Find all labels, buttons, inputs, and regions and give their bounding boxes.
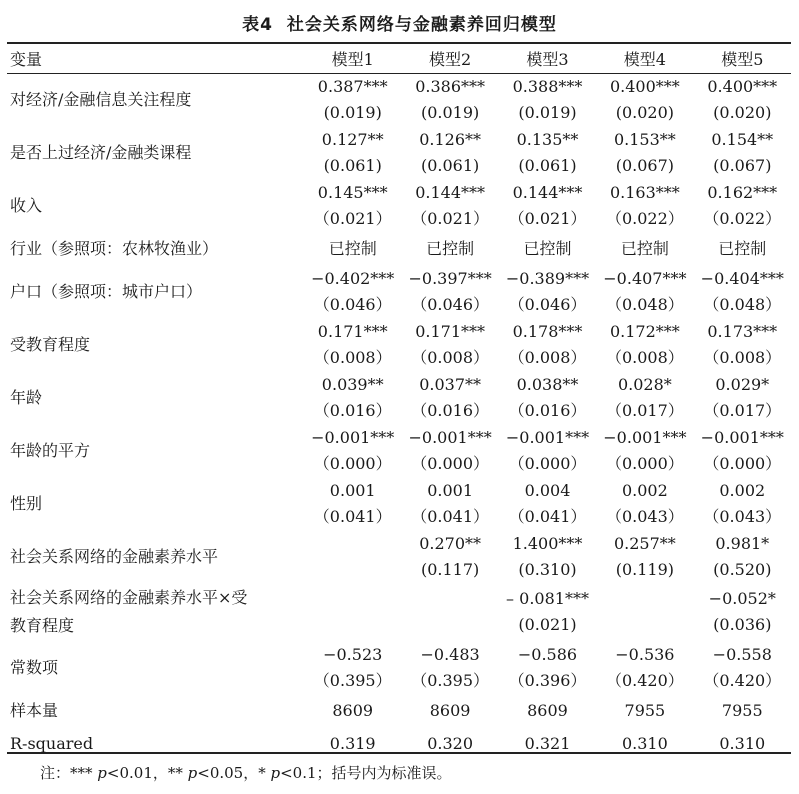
coefficient: 0.981* xyxy=(715,533,770,553)
cell-model-5 xyxy=(694,232,791,265)
coefficient xyxy=(401,586,498,612)
standard-error: （0.008） xyxy=(508,347,587,367)
coefficient: −0.483 xyxy=(420,644,480,664)
cell-model-4 xyxy=(596,232,693,265)
cell-model-4 xyxy=(596,318,693,371)
standard-error: (0.020) xyxy=(713,102,772,122)
coefficient: −0.397*** xyxy=(408,268,492,288)
table-row xyxy=(7,694,791,727)
coefficient: 0.270** xyxy=(419,533,481,553)
cell-model-1 xyxy=(304,371,401,424)
coefficient: −0.404*** xyxy=(700,268,784,288)
table-title xyxy=(0,10,799,35)
coefficient: −0.402*** xyxy=(311,268,395,288)
standard-error xyxy=(401,612,498,638)
coefficient: −0.001*** xyxy=(505,427,590,447)
cell-model-1 xyxy=(304,641,401,694)
standard-error: （0.021） xyxy=(508,208,587,228)
table-row xyxy=(7,477,791,530)
row-label: R-squared xyxy=(10,733,94,753)
cell-model-1 xyxy=(304,265,401,318)
row-label: 性别 xyxy=(10,493,43,513)
standard-error: （0.420） xyxy=(703,670,782,690)
coefficient: 0.153** xyxy=(613,129,676,149)
row-label: 样本量 xyxy=(10,700,59,720)
table-number: 表4 xyxy=(242,15,273,35)
coefficient: 0.028* xyxy=(617,374,672,394)
coefficient: 0.310 xyxy=(621,733,668,753)
standard-error: (0.061) xyxy=(518,155,577,175)
cell-model-1 xyxy=(304,727,401,760)
table-row xyxy=(7,583,791,641)
standard-error: (0.310) xyxy=(518,559,577,579)
cell-model-3 xyxy=(499,232,596,265)
cell-model-5 xyxy=(694,583,791,641)
coefficient: −0.407*** xyxy=(603,268,687,288)
table-note xyxy=(40,762,452,783)
standard-error: (0.117) xyxy=(420,559,480,579)
coefficient: 0.386*** xyxy=(415,76,485,96)
row-label: 常数项 xyxy=(10,657,59,677)
standard-error: （0.048） xyxy=(703,294,782,314)
standard-error: （0.046） xyxy=(508,294,587,314)
table-row xyxy=(7,232,791,265)
table-row xyxy=(7,179,791,232)
standard-error: （0.008） xyxy=(703,347,782,367)
coefficient: 8609 xyxy=(527,700,568,720)
standard-error xyxy=(304,557,401,583)
coefficient: 已控制 xyxy=(718,238,767,258)
cell-model-4 xyxy=(596,265,693,318)
cell-model-3 xyxy=(499,265,596,318)
row-label: 年龄 xyxy=(10,387,43,407)
cell-model-2 xyxy=(401,371,498,424)
cell-model-3 xyxy=(499,424,596,477)
coefficient xyxy=(304,586,401,612)
coefficient: 0.029* xyxy=(715,374,770,394)
standard-error: （0.016） xyxy=(411,400,489,420)
standard-error: （0.046） xyxy=(313,294,392,314)
note-p-1: p xyxy=(97,764,107,782)
coefficient: 0.001 xyxy=(427,480,473,500)
note-text-1: <0.01，** xyxy=(106,764,188,782)
cell-model-5 xyxy=(694,265,791,318)
coefficient: −0.389*** xyxy=(505,268,590,288)
cell-model-3 xyxy=(499,641,596,694)
coefficient: 已控制 xyxy=(426,238,475,258)
cell-model-1 xyxy=(304,694,401,727)
cell-model-3 xyxy=(499,694,596,727)
cell-model-2 xyxy=(401,694,498,727)
table-row xyxy=(7,126,791,179)
cell-model-4 xyxy=(596,179,693,232)
cell-model-4 xyxy=(596,477,693,530)
cell-model-4 xyxy=(596,530,693,583)
table-row xyxy=(7,641,791,694)
cell-model-5 xyxy=(694,318,791,371)
cell-model-3 xyxy=(499,477,596,530)
header-model-4: 模型4 xyxy=(623,50,666,69)
standard-error: （0.041） xyxy=(411,506,489,526)
note-text-3: <0.1；括号内为标准误。 xyxy=(280,764,452,782)
coefficient: 0.319 xyxy=(329,733,376,753)
standard-error: (0.119) xyxy=(615,559,675,579)
coefficient: 0.171*** xyxy=(317,321,388,341)
header-variable: 变量 xyxy=(10,50,43,69)
coefficient: 8609 xyxy=(332,700,374,720)
standard-error: (0.036) xyxy=(713,615,772,634)
cell-model-1 xyxy=(304,477,401,530)
standard-error: (0.067) xyxy=(713,155,772,175)
coefficient xyxy=(304,531,401,557)
standard-error: （0.016） xyxy=(508,400,587,420)
standard-error: （0.017） xyxy=(703,400,782,420)
standard-error: （0.016） xyxy=(313,400,392,420)
coefficient: 0.127** xyxy=(321,129,384,149)
coefficient: 0.172*** xyxy=(609,321,680,341)
coefficient: 0.388*** xyxy=(512,76,583,96)
cell-model-2 xyxy=(401,179,498,232)
cell-model-5 xyxy=(694,179,791,232)
standard-error: （0.041） xyxy=(313,506,392,526)
coefficient: 已控制 xyxy=(620,238,669,258)
coefficient: 0.004 xyxy=(524,480,571,500)
standard-error: (0.020) xyxy=(615,102,675,122)
coefficient: −0.052* xyxy=(708,589,776,608)
coefficient: 已控制 xyxy=(328,238,377,258)
row-label: 对经济/金融信息关注程度 xyxy=(10,89,192,109)
cell-model-2 xyxy=(401,641,498,694)
cell-model-5 xyxy=(694,371,791,424)
standard-error: （0.395） xyxy=(313,670,392,690)
coefficient: 0.037** xyxy=(419,374,481,394)
cell-model-2 xyxy=(401,583,498,641)
cell-model-3 xyxy=(499,530,596,583)
cell-model-1 xyxy=(304,232,401,265)
coefficient: 0.173*** xyxy=(707,321,778,341)
coefficient: 0.310 xyxy=(719,733,766,753)
standard-error: (0.067) xyxy=(615,155,675,175)
coefficient: 0.039** xyxy=(321,374,384,394)
cell-model-1 xyxy=(304,126,401,179)
coefficient: −0.523 xyxy=(323,644,383,664)
coefficient: 0.163*** xyxy=(609,182,680,202)
cell-model-4 xyxy=(596,641,693,694)
cell-model-2 xyxy=(401,727,498,760)
standard-error: （0.000） xyxy=(703,453,782,473)
header-model-1: 模型1 xyxy=(331,50,374,69)
standard-error: （0.008） xyxy=(411,347,489,367)
table-row xyxy=(7,265,791,318)
cell-model-4 xyxy=(596,73,693,126)
coefficient: 7955 xyxy=(721,700,763,720)
note-prefix: 注：*** xyxy=(40,764,98,782)
cell-model-5 xyxy=(694,477,791,530)
coefficient: 0.002 xyxy=(621,480,668,500)
cell-model-3 xyxy=(499,583,596,641)
coefficient: 0.257** xyxy=(613,533,676,553)
standard-error: (0.019) xyxy=(323,102,382,122)
standard-error: (0.021) xyxy=(518,615,577,634)
table-row xyxy=(7,424,791,477)
cell-model-1 xyxy=(304,179,401,232)
standard-error: (0.061) xyxy=(323,155,382,175)
coefficient: 0.321 xyxy=(524,733,571,753)
standard-error: (0.061) xyxy=(420,155,480,175)
cell-model-5 xyxy=(694,727,791,760)
header-model-5: 模型5 xyxy=(721,50,764,69)
coefficient: 0.387*** xyxy=(317,76,388,96)
coefficient: 0.320 xyxy=(427,733,473,753)
cell-model-2 xyxy=(401,73,498,126)
standard-error: （0.008） xyxy=(605,347,684,367)
coefficient: 0.400*** xyxy=(609,76,680,96)
standard-error: （0.396） xyxy=(508,670,587,690)
cell-model-3 xyxy=(499,73,596,126)
coefficient: 7955 xyxy=(624,700,666,720)
row-label: 行业（参照项：农林牧渔业） xyxy=(10,238,219,258)
table-row xyxy=(7,73,791,126)
cell-model-2 xyxy=(401,477,498,530)
standard-error: （0.043） xyxy=(605,506,684,526)
standard-error: （0.000） xyxy=(508,453,587,473)
coefficient: −0.001*** xyxy=(408,427,492,447)
table-row xyxy=(7,530,791,583)
note-p-3: p xyxy=(270,764,281,782)
standard-error: （0.022） xyxy=(703,208,782,228)
standard-error: （0.043） xyxy=(703,506,782,526)
coefficient: 0.001 xyxy=(329,480,376,500)
row-label: 社会关系网络的金融素养水平 xyxy=(10,546,219,566)
cell-model-2 xyxy=(401,530,498,583)
coefficient: 0.135** xyxy=(516,129,579,149)
coefficient: 0.002 xyxy=(719,480,766,500)
cell-model-3 xyxy=(499,126,596,179)
cell-model-4 xyxy=(596,424,693,477)
coefficient xyxy=(596,586,693,612)
table-row xyxy=(7,371,791,424)
cell-model-4 xyxy=(596,371,693,424)
standard-error: （0.008） xyxy=(313,347,392,367)
header-model-2: 模型2 xyxy=(429,50,472,69)
coefficient: −0.586 xyxy=(517,644,578,664)
cell-model-4 xyxy=(596,126,693,179)
row-label: 社会关系网络的金融素养水平×受 教育程度 xyxy=(10,588,248,635)
coefficient: 0.144*** xyxy=(512,182,583,202)
coefficient: – 0.081*** xyxy=(506,589,589,608)
cell-model-2 xyxy=(401,265,498,318)
cell-model-3 xyxy=(499,727,596,760)
row-label: 受教育程度 xyxy=(10,334,91,354)
table-body xyxy=(7,73,791,760)
coefficient: −0.001*** xyxy=(700,427,784,447)
header-row xyxy=(7,44,791,73)
coefficient: 1.400*** xyxy=(512,533,583,553)
coefficient: 0.038** xyxy=(516,374,579,394)
note-p-2: p xyxy=(187,764,198,782)
cell-model-2 xyxy=(401,318,498,371)
cell-model-2 xyxy=(401,232,498,265)
coefficient: 0.171*** xyxy=(415,321,485,341)
coefficient: 0.144*** xyxy=(415,182,485,202)
cell-model-1 xyxy=(304,583,401,641)
coefficient: −0.536 xyxy=(615,644,675,664)
row-label: 户口（参照项：城市户口） xyxy=(10,281,203,301)
standard-error: (0.019) xyxy=(420,102,480,122)
standard-error: （0.041） xyxy=(508,506,587,526)
coefficient: 0.126** xyxy=(419,129,481,149)
row-label: 是否上过经济/金融类课程 xyxy=(10,142,192,162)
cell-model-1 xyxy=(304,530,401,583)
cell-model-2 xyxy=(401,424,498,477)
table-caption: 社会关系网络与金融素养回归模型 xyxy=(286,15,557,35)
standard-error: （0.022） xyxy=(605,208,684,228)
cell-model-5 xyxy=(694,73,791,126)
table-row xyxy=(7,318,791,371)
coefficient: 已控制 xyxy=(523,238,572,258)
cell-model-4 xyxy=(596,727,693,760)
cell-model-5 xyxy=(694,126,791,179)
cell-model-5 xyxy=(694,694,791,727)
cell-model-5 xyxy=(694,424,791,477)
coefficient: 0.400*** xyxy=(707,76,778,96)
cell-model-1 xyxy=(304,424,401,477)
row-label: 年龄的平方 xyxy=(10,440,91,460)
regression-table xyxy=(7,44,791,760)
coefficient: 0.178*** xyxy=(512,321,583,341)
note-text-2: <0.05，* xyxy=(197,764,271,782)
coefficient: 0.145*** xyxy=(317,182,388,202)
cell-model-5 xyxy=(694,641,791,694)
cell-model-3 xyxy=(499,371,596,424)
standard-error xyxy=(304,612,401,638)
header-model-3: 模型3 xyxy=(526,50,569,69)
coefficient: 0.154** xyxy=(711,129,774,149)
cell-model-5 xyxy=(694,530,791,583)
standard-error: （0.021） xyxy=(313,208,392,228)
cell-model-1 xyxy=(304,318,401,371)
standard-error: (0.019) xyxy=(518,102,577,122)
standard-error xyxy=(596,612,693,638)
coefficient: −0.001*** xyxy=(311,427,395,447)
standard-error: （0.048） xyxy=(605,294,684,314)
coefficient: 0.162*** xyxy=(707,182,778,202)
standard-error: (0.520) xyxy=(713,559,772,579)
cell-model-3 xyxy=(499,179,596,232)
standard-error: （0.017） xyxy=(605,400,684,420)
cell-model-3 xyxy=(499,318,596,371)
standard-error: （0.046） xyxy=(411,294,489,314)
coefficient: −0.558 xyxy=(712,644,772,664)
cell-model-2 xyxy=(401,126,498,179)
cell-model-1 xyxy=(304,73,401,126)
cell-model-4 xyxy=(596,583,693,641)
standard-error: （0.000） xyxy=(605,453,684,473)
standard-error: （0.000） xyxy=(411,453,489,473)
standard-error: （0.420） xyxy=(605,670,684,690)
standard-error: （0.021） xyxy=(411,208,489,228)
table-row xyxy=(7,727,791,760)
cell-model-4 xyxy=(596,694,693,727)
row-label: 收入 xyxy=(10,195,43,215)
coefficient: −0.001*** xyxy=(603,427,687,447)
standard-error: （0.395） xyxy=(411,670,489,690)
coefficient: 8609 xyxy=(429,700,471,720)
standard-error: （0.000） xyxy=(313,453,392,473)
